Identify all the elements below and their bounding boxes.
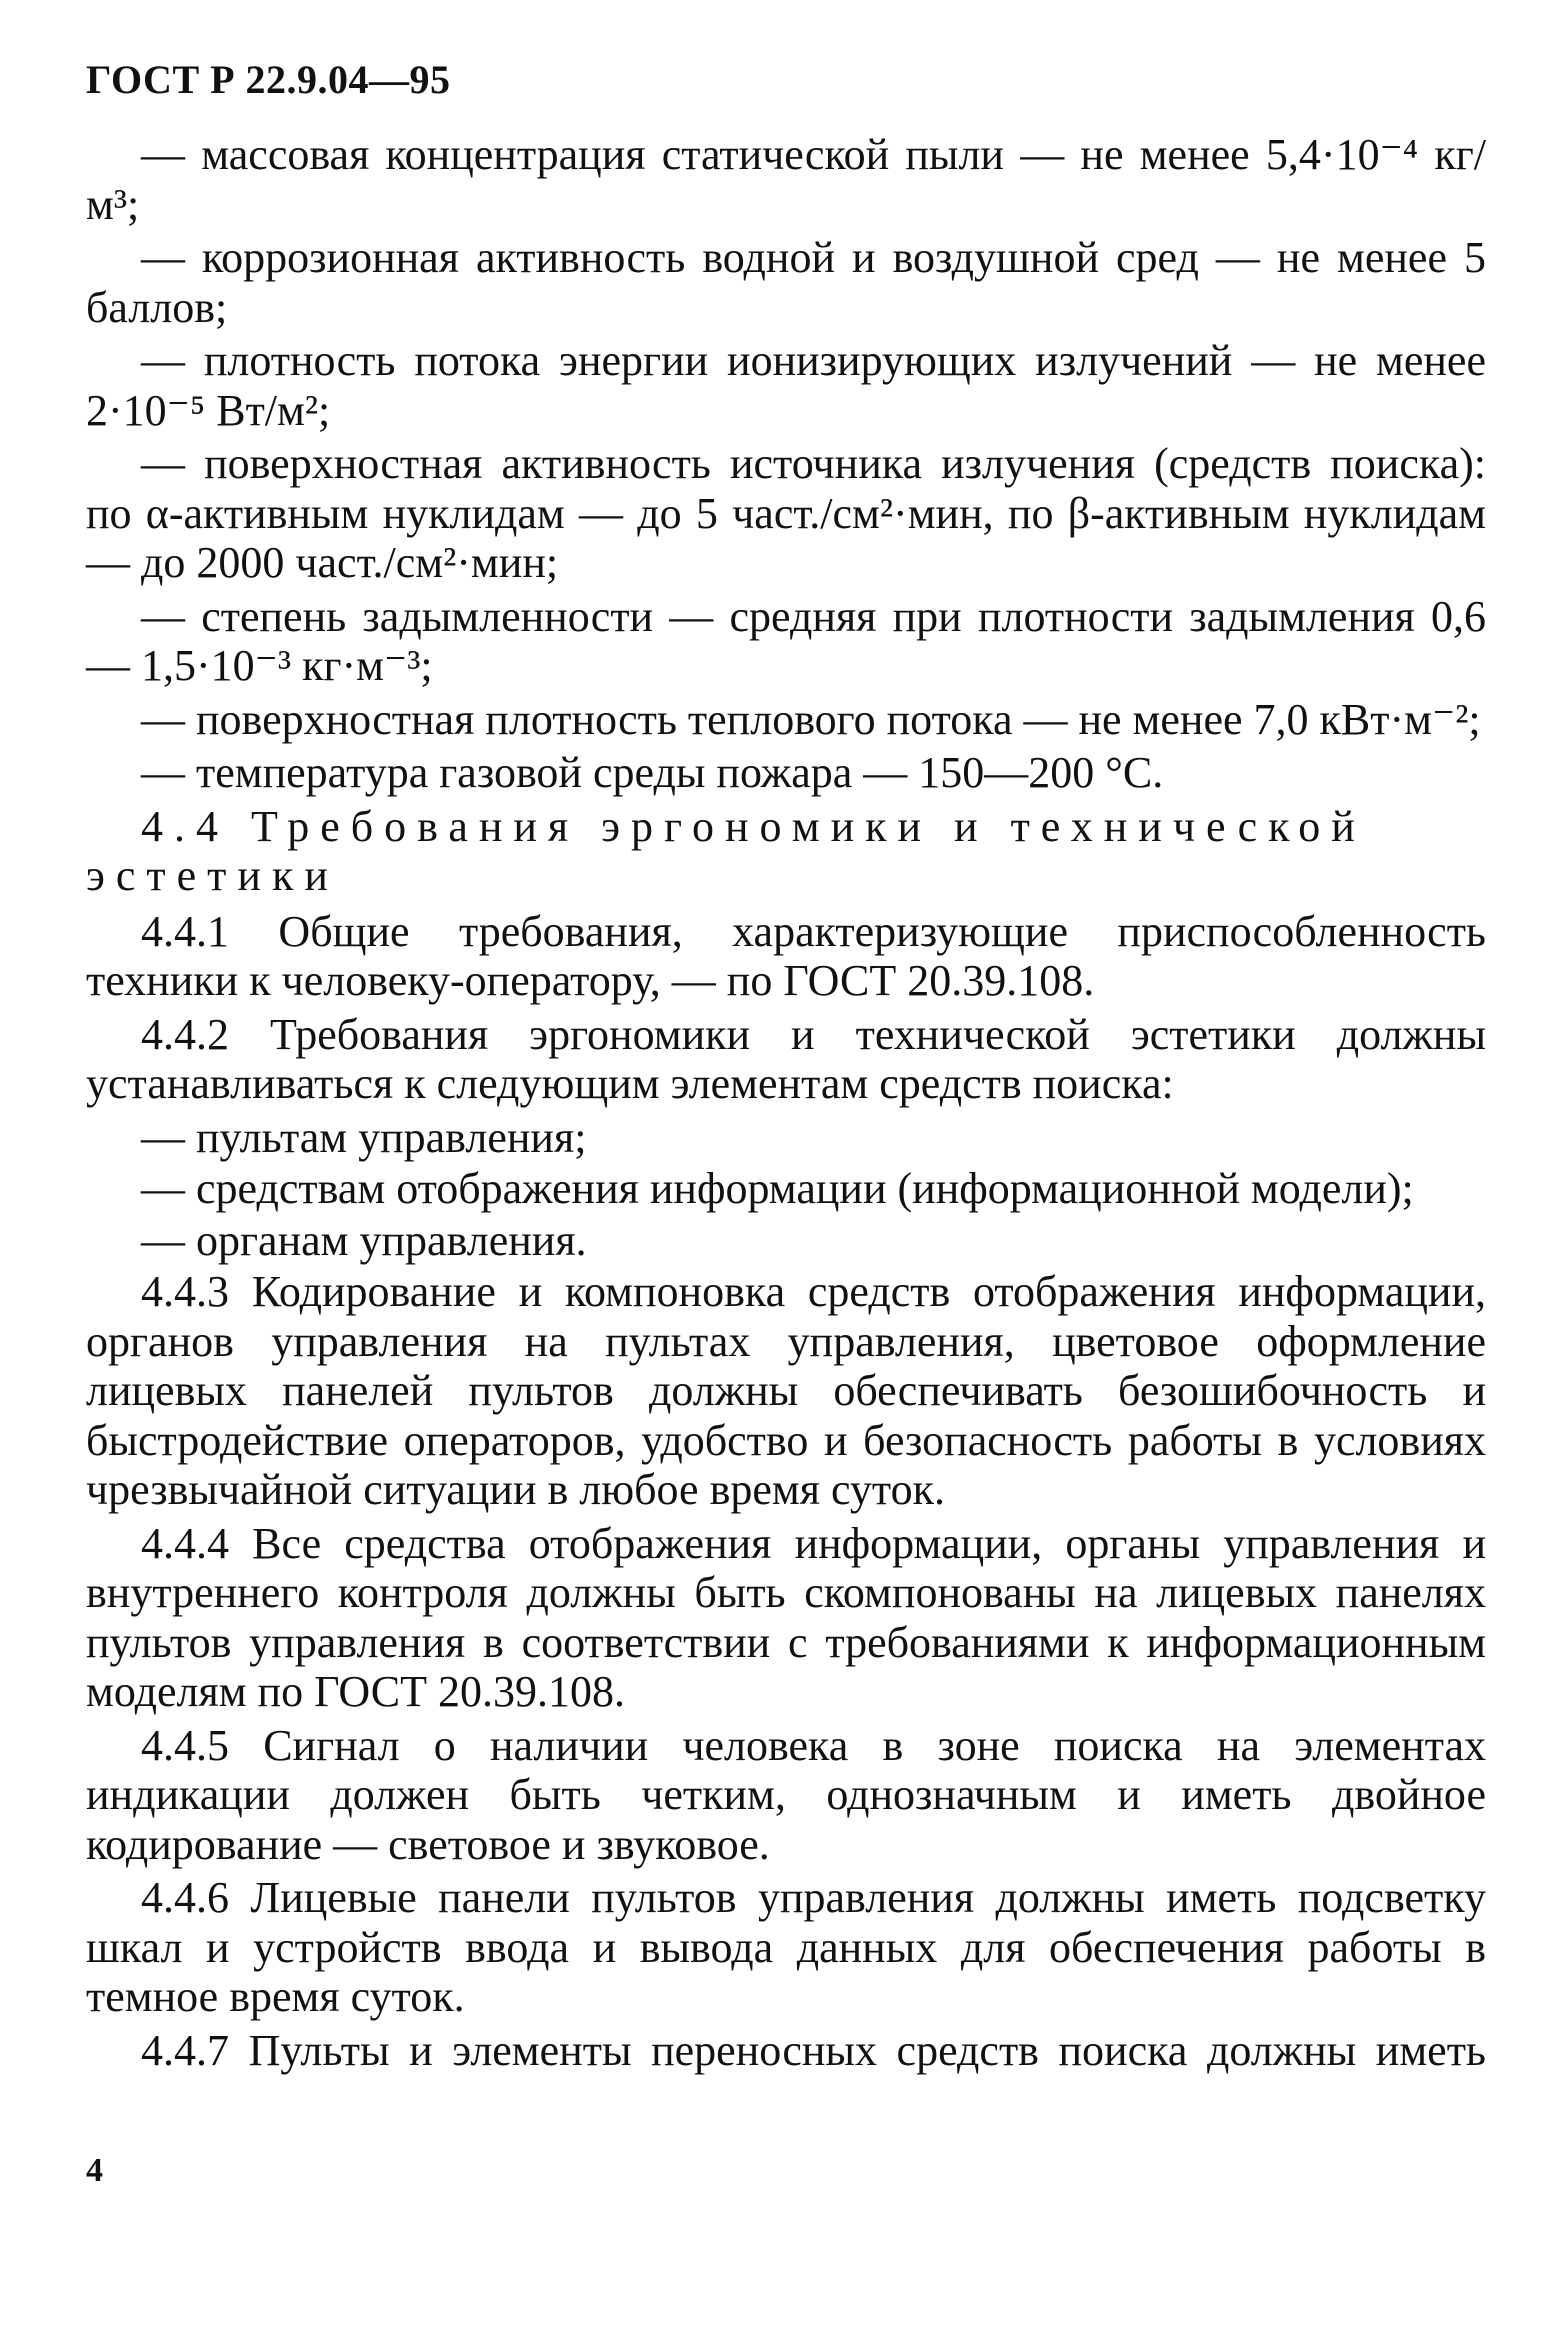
clause-4-4-1: 4.4.1 Общие требования, характеризующие приспособленность техники к человеку-оператору, — по ГОСТ 20.39.108. xyxy=(86,906,1486,1005)
clause-4-4-3: 4.4.3 Кодирование и компоновка средств отображения информации, органов управления на пультах управления, цветовое оформление лицевых панелей пультов должны обеспечивать безошибочность и быстродействие операторов, удобство и безопасность работы в условиях чрезвычайной ситуации в любое время суток. xyxy=(86,1267,1486,1514)
section-heading-4-4: 4.4 Требования эргономики и технической эстетики xyxy=(86,801,1366,900)
clause-4-4-5: 4.4.5 Сигнал о наличии человека в зоне поиска на элементах индикации должен быть четким, однозначным и иметь двойное кодирование — световое и звуковое. xyxy=(86,1720,1486,1869)
document-body xyxy=(86,130,1486,2079)
requirement-heat-flux: — поверхностная плотность теплового потока — не менее 7,0 кВт·м⁻²; xyxy=(141,694,1481,744)
clause-4-4-2-item-display-means: — средствам отображения информации (информационной модели); xyxy=(141,1164,1414,1213)
requirement-smoke-level: — степень задымленности — средняя при плотности задымления 0,6— 1,5·10⁻³ кг·м⁻³; xyxy=(86,591,1486,690)
clause-4-4-4: 4.4.4 Все средства отображения информации, органы управления и внутреннего контроля должны быть скомпонованы на лицевых панелях пультов управления в соответствии с требованиями к информационным моделям по ГОСТ 20.39.108. xyxy=(86,1518,1486,1716)
requirement-surface-activity: — поверхностная активность источника излучения (средств поиска): по α-активным нуклидам — до 5 част./см²·мин, по β-активным нуклидам — до 2000 част./см²·мин; xyxy=(86,439,1486,587)
page-header-standard-number: ГОСТ Р 22.9.04—95 xyxy=(86,57,451,102)
requirement-fire-gas-temperature: — температура газовой среды пожара — 150—200 °С. xyxy=(141,748,1164,797)
clause-4-4-2-item-controls: — органам управления. xyxy=(141,1215,587,1265)
requirement-corrosion-activity: — коррозионная активность водной и воздушной сред — не менее 5 баллов; xyxy=(86,233,1486,332)
clause-4-4-2: 4.4.2 Требования эргономики и технической эстетики должны устанавливаться к следующим элементам средств поиска: xyxy=(86,1009,1486,1108)
clause-4-4-7: 4.4.7 Пульты и элементы переносных средств поиска должны иметь xyxy=(141,2025,1486,2075)
clause-4-4-2-item-control-panels: — пультам управления; xyxy=(141,1112,587,1162)
page-number: 4 xyxy=(86,2152,103,2189)
requirement-radiation-flux: — плотность потока энергии ионизирующих излучений — не менее 2·10⁻⁵ Вт/м²; xyxy=(86,336,1486,435)
requirement-dust-concentration: — массовая концентрация статической пыли — не менее 5,4·10⁻⁴ кг/м³; xyxy=(86,130,1486,229)
clause-4-4-6: 4.4.6 Лицевые панели пультов управления должны иметь подсветку шкал и устройств ввода и вывода данных для обеспечения работы в темное время суток. xyxy=(86,1873,1486,2021)
